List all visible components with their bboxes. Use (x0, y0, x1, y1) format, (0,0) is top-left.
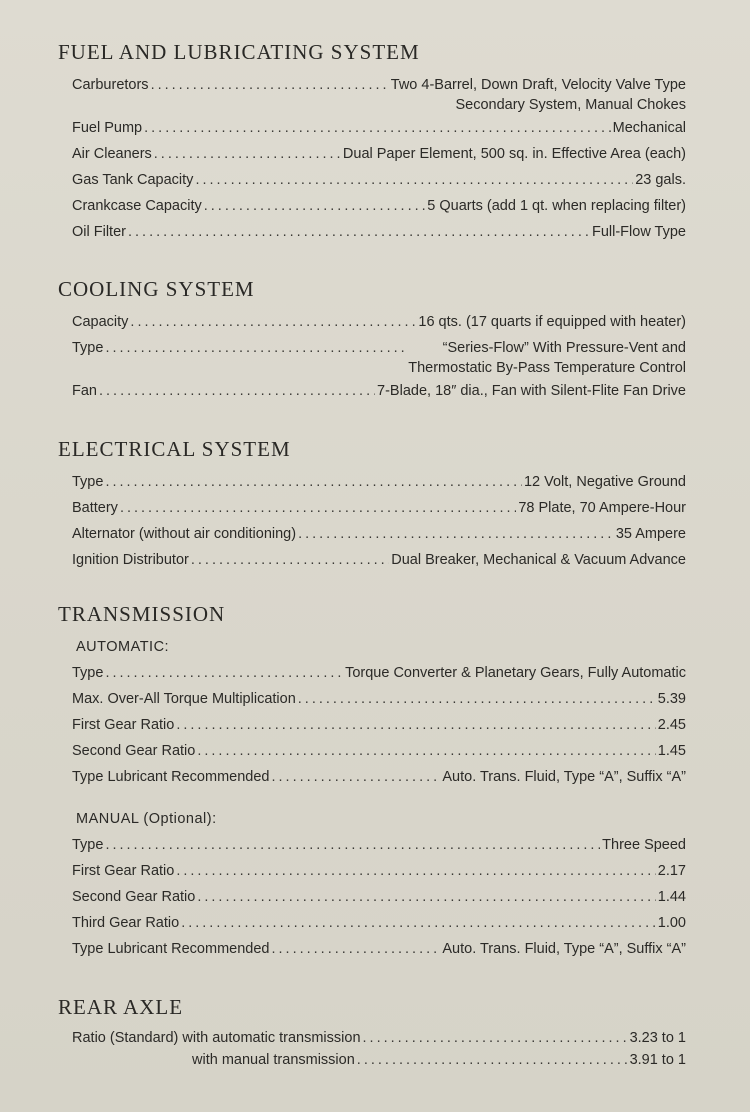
spec-label: Crankcase Capacity (72, 198, 202, 214)
dot-leader (176, 858, 655, 884)
dot-leader (144, 115, 611, 141)
spec-value: 5 Quarts (add 1 qt. when replacing filter) (427, 198, 686, 214)
spec-row-torque (58, 686, 686, 712)
spec-label: Type (72, 474, 104, 490)
section-title: REAR AXLE (58, 995, 184, 1019)
dot-leader (154, 141, 341, 167)
subheading-automatic: AUTOMATIC: (76, 639, 170, 655)
spec-value-line: Two 4-Barrel, Down Draft, Velocity Valve Type (390, 77, 686, 93)
spec-value: 5.39 (657, 691, 686, 707)
dot-leader (204, 193, 426, 219)
section-title: ELECTRICAL SYSTEM (58, 437, 291, 461)
spec-row-gas-tank (58, 167, 686, 193)
spec-value: Auto. Trans. Fluid, Type “A”, Suffix “A” (442, 941, 686, 957)
spec-row-type (58, 832, 686, 858)
dot-leader (298, 686, 656, 712)
section-title: COOLING SYSTEM (58, 277, 255, 301)
spec-value: Auto. Trans. Fluid, Type “A”, Suffix “A” (442, 769, 686, 785)
dot-leader (120, 495, 516, 521)
spec-label: Capacity (72, 314, 129, 330)
spec-value: Dual Breaker, Mechanical & Vacuum Advance (391, 552, 686, 568)
spec-row-type (58, 660, 686, 686)
spec-label: Air Cleaners (72, 146, 152, 162)
spec-row-battery (58, 495, 686, 521)
spec-label: Fuel Pump (72, 120, 143, 136)
fuel-section (58, 40, 686, 245)
dot-leader (105, 335, 406, 361)
spec-value: 7-Blade, 18″ dia., Fan with Silent-Flite Fan Drive (377, 383, 686, 399)
spec-value: 78 Plate, 70 Ampere-Hour (518, 500, 686, 516)
dot-leader (298, 521, 614, 547)
spec-label: with manual transmission (192, 1052, 355, 1068)
dot-leader (357, 1049, 628, 1071)
spec-label: Battery (72, 500, 118, 516)
spec-value: Dual Paper Element, 500 sq. in. Effective Area (each) (342, 146, 686, 162)
dot-leader (271, 936, 440, 962)
spec-label: Gas Tank Capacity (72, 172, 194, 188)
spec-row-oil-filter (58, 219, 686, 245)
dot-leader (197, 884, 655, 910)
spec-label: Type (72, 340, 104, 356)
spec-value (391, 72, 686, 115)
dot-leader (151, 72, 389, 98)
spec-value-line: Thermostatic By-Pass Temperature Control (408, 360, 686, 376)
spec-row-fan (58, 378, 686, 404)
rear-axle-section (58, 995, 686, 1071)
dot-leader (176, 712, 655, 738)
spec-value: Three Speed (602, 837, 686, 853)
spec-label: First Gear Ratio (72, 863, 175, 879)
spec-label: Second Gear Ratio (72, 889, 196, 905)
spec-value: 35 Ampere (615, 526, 686, 542)
spec-label: Second Gear Ratio (72, 743, 196, 759)
spec-value: Full-Flow Type (591, 224, 686, 240)
dot-leader (99, 378, 375, 404)
spec-value: 12 Volt, Negative Ground (523, 474, 686, 490)
spec-value: 1.45 (657, 743, 686, 759)
spec-value: 23 gals. (635, 172, 686, 188)
transmission-section (58, 602, 686, 962)
spec-row-second-gear (58, 738, 686, 764)
spec-row-alternator (58, 521, 686, 547)
spec-row-air-cleaners (58, 141, 686, 167)
spec-label: Third Gear Ratio (72, 915, 180, 931)
spec-label: Type (72, 665, 104, 681)
spec-label: Fan (72, 383, 97, 399)
cooling-section (58, 277, 686, 404)
spec-label: Alternator (without air conditioning) (72, 526, 297, 542)
spec-label: Ratio (Standard) with automatic transmission (72, 1030, 361, 1046)
spec-row-carburetors (58, 72, 686, 115)
dot-leader (271, 764, 440, 790)
dot-leader (197, 738, 655, 764)
spec-row-fuel-pump (58, 115, 686, 141)
electrical-section (58, 437, 686, 573)
spec-value: Torque Converter & Planetary Gears, Fully Automatic (345, 665, 686, 681)
dot-leader (181, 910, 656, 936)
spec-label: Carburetors (72, 77, 149, 93)
spec-row-lubricant (58, 764, 686, 790)
dot-leader (105, 832, 600, 858)
spec-row-type (58, 469, 686, 495)
spec-value-line: “Series-Flow” With Pressure-Vent and (442, 340, 686, 356)
spec-value: Mechanical (612, 120, 686, 136)
dot-leader (191, 547, 389, 573)
spec-row-first-gear (58, 712, 686, 738)
spec-row-first-gear (58, 858, 686, 884)
spec-label: Type Lubricant Recommended (72, 769, 270, 785)
dot-leader (130, 309, 416, 335)
dot-leader (363, 1027, 628, 1049)
spec-label: Oil Filter (72, 224, 126, 240)
spec-row-ratio-automatic (58, 1027, 686, 1049)
section-title: FUEL AND LUBRICATING SYSTEM (58, 40, 420, 64)
spec-row-ignition (58, 547, 686, 573)
spec-row-lubricant (58, 936, 686, 962)
spec-row-third-gear (58, 910, 686, 936)
spec-label: Ignition Distributor (72, 552, 189, 568)
spec-value: 1.44 (657, 889, 686, 905)
dot-leader (195, 167, 633, 193)
spec-row-type (58, 335, 686, 378)
section-title: TRANSMISSION (58, 602, 226, 626)
spec-value: 16 qts. (17 quarts if equipped with heater) (418, 314, 686, 330)
spec-row-ratio-manual (58, 1049, 686, 1071)
spec-value: 2.45 (657, 717, 686, 733)
spec-value (408, 335, 686, 378)
spec-row-second-gear (58, 884, 686, 910)
dot-leader (105, 660, 343, 686)
spec-label: Max. Over-All Torque Multiplication (72, 691, 296, 707)
dot-leader (105, 469, 522, 495)
dot-leader (128, 219, 590, 245)
spec-value: 3.91 to 1 (629, 1052, 686, 1068)
spec-row-capacity (58, 309, 686, 335)
subheading-manual: MANUAL (Optional): (76, 811, 217, 827)
spec-label: Type Lubricant Recommended (72, 941, 270, 957)
spec-value-line: Secondary System, Manual Chokes (455, 97, 686, 113)
spec-row-crankcase (58, 193, 686, 219)
spec-label: Type (72, 837, 104, 853)
spec-value: 1.00 (657, 915, 686, 931)
spec-value: 3.23 to 1 (629, 1030, 686, 1046)
spec-label: First Gear Ratio (72, 717, 175, 733)
spec-value: 2.17 (657, 863, 686, 879)
